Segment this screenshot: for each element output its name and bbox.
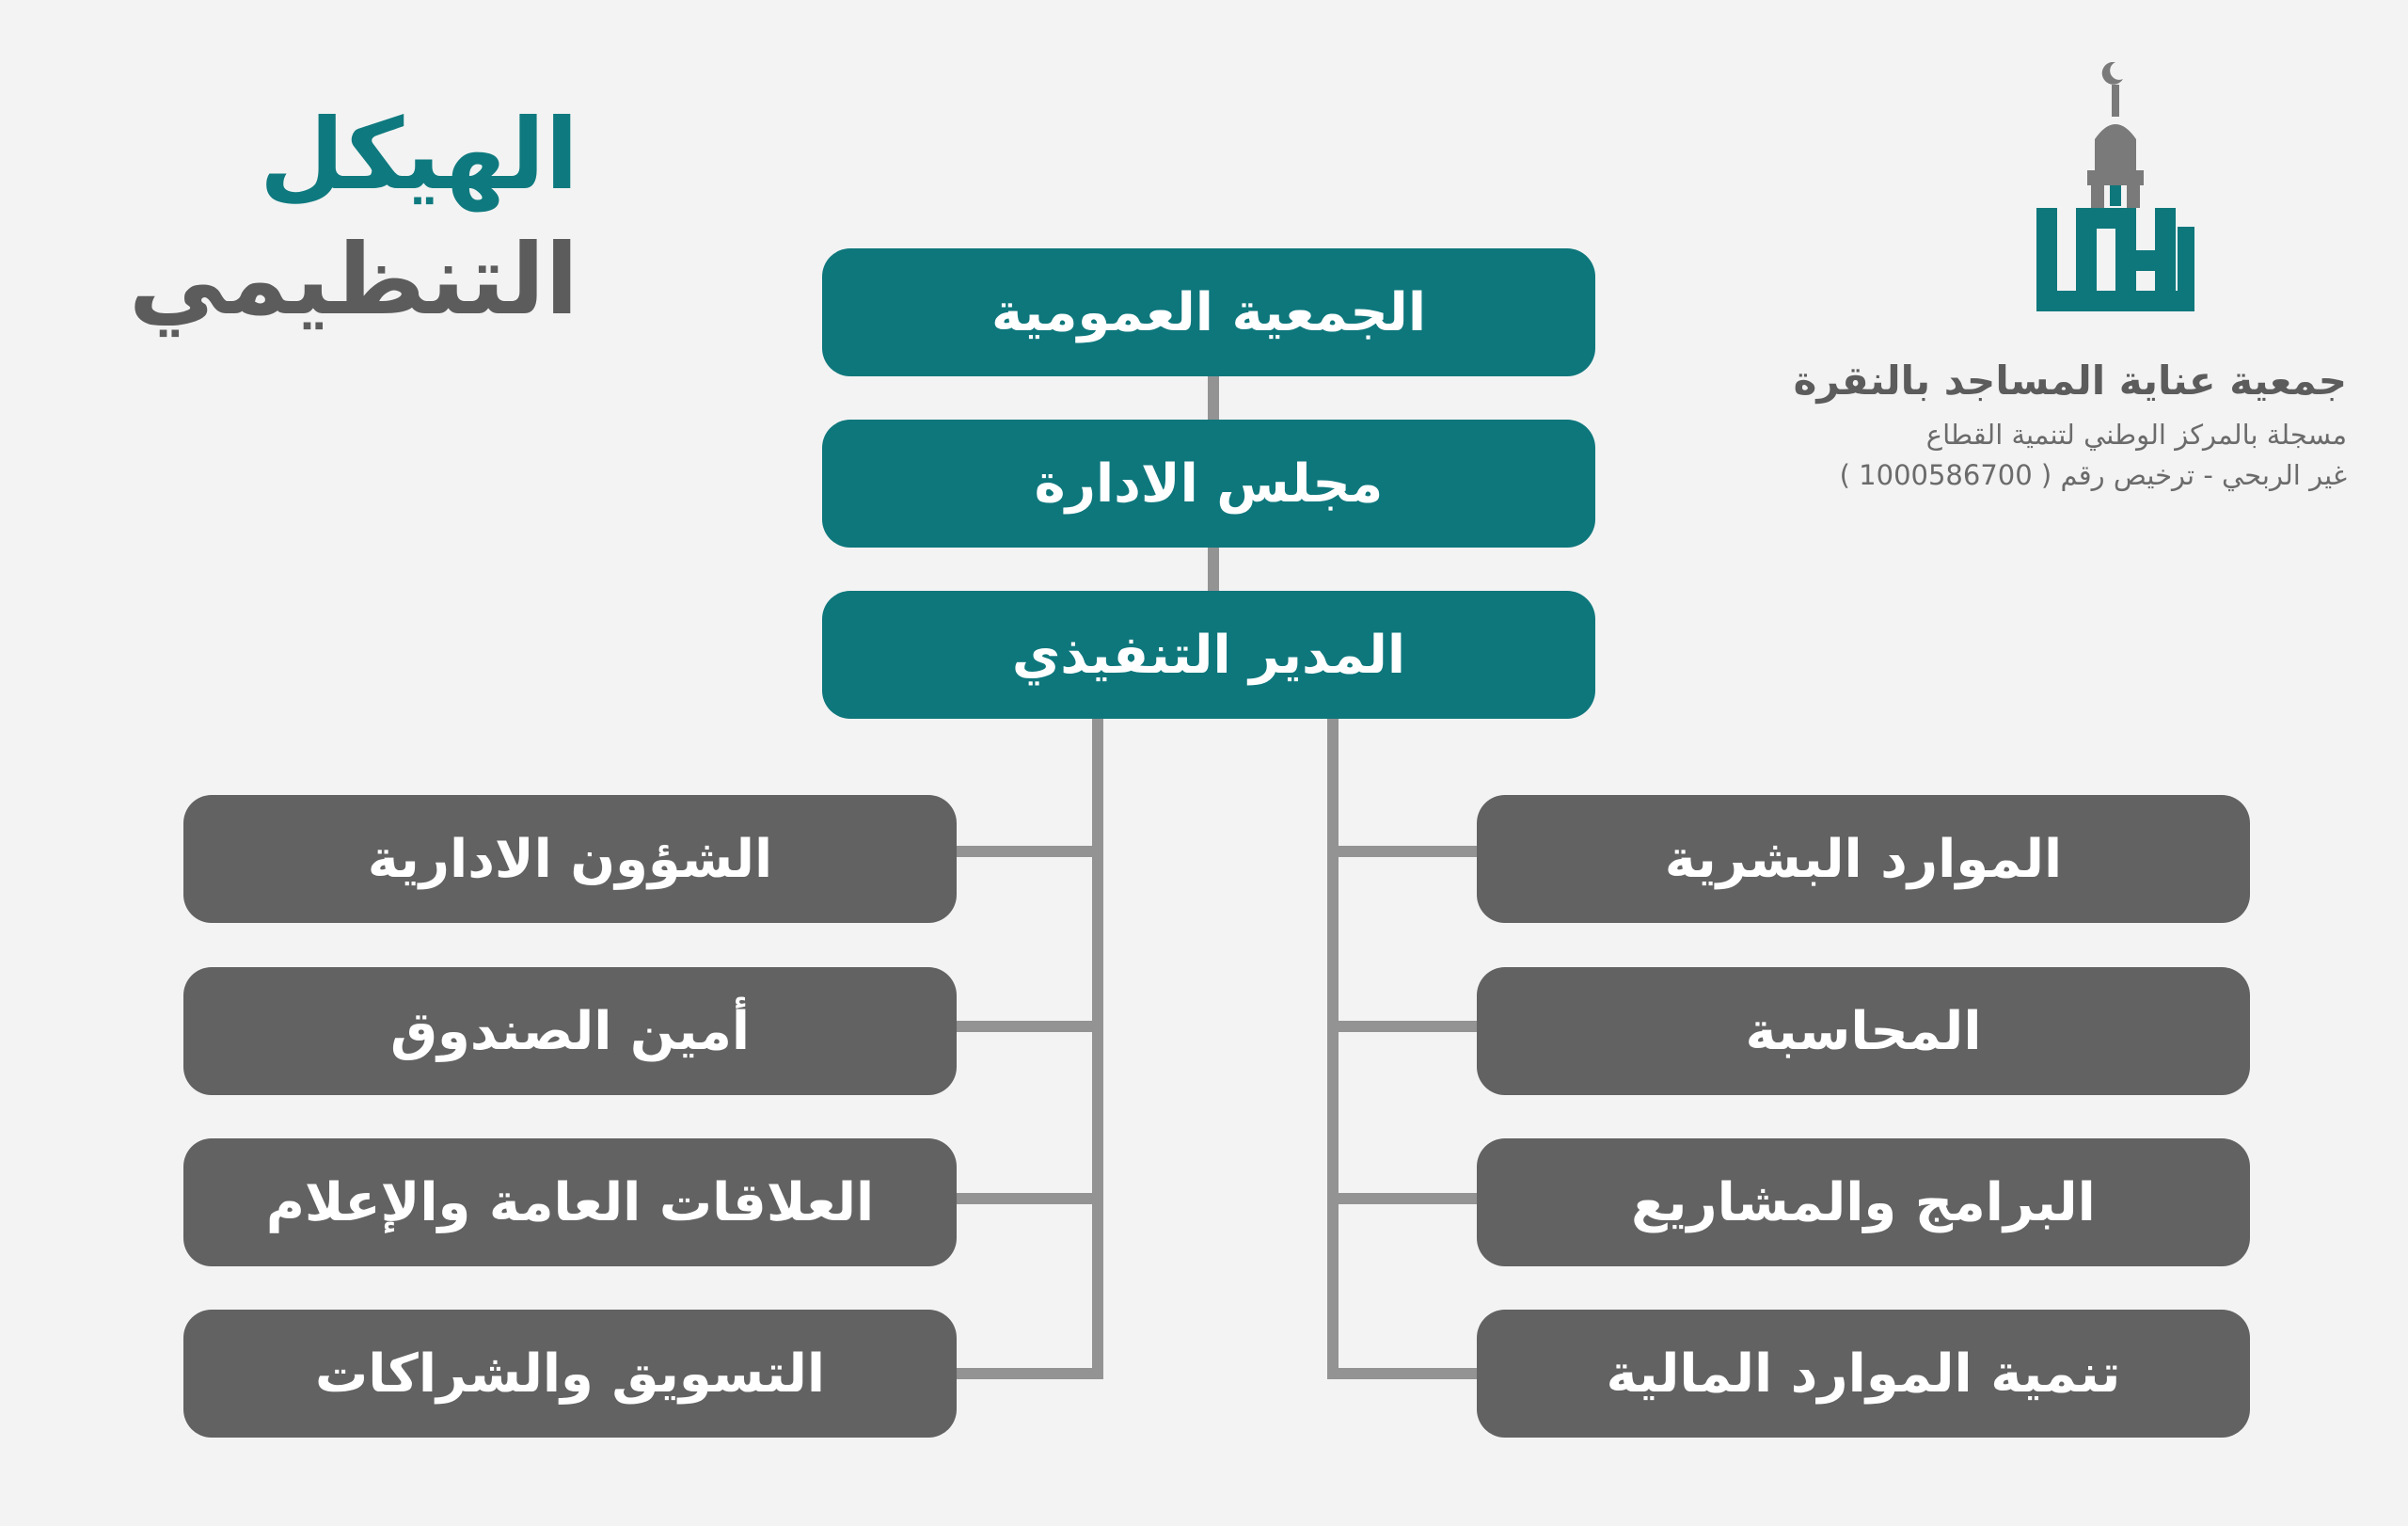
organization-registration-line-1: مسجلة بالمركز الوطني لتنمية القطاع [1925, 419, 2347, 451]
board-of-directors-box: مجلس الادارة [822, 420, 1595, 548]
organization-name: جمعية عناية المساجد بالنقرة [1793, 358, 2347, 404]
department-box-human-resources: الموارد البشرية [1477, 795, 2250, 923]
department-box-public-relations-media: العلاقات العامة والإعلام [183, 1138, 957, 1266]
chart-title-line-1: الهيكل [259, 97, 578, 212]
department-box-accounting: المحاسبة [1477, 967, 2250, 1095]
general-assembly-box: الجمعية العمومية [822, 248, 1595, 376]
department-box-marketing-partnerships: التسويق والشراكات [183, 1310, 957, 1438]
executive-director-box: المدير التنفيذي [822, 591, 1595, 719]
department-box-programs-projects: البرامج والمشاريع [1477, 1138, 2250, 1266]
department-box-treasurer: أمين الصندوق [183, 967, 957, 1095]
department-box-financial-resource-development: تنمية الموارد المالية [1477, 1310, 2250, 1438]
department-box-administrative-affairs: الشؤون الادارية [183, 795, 957, 923]
chart-title-line-2: التنظيمي [128, 222, 578, 337]
organization-registration-line-2: غير الربحي - ترخيص رقم ( 1000586700 ) [1839, 459, 2347, 491]
